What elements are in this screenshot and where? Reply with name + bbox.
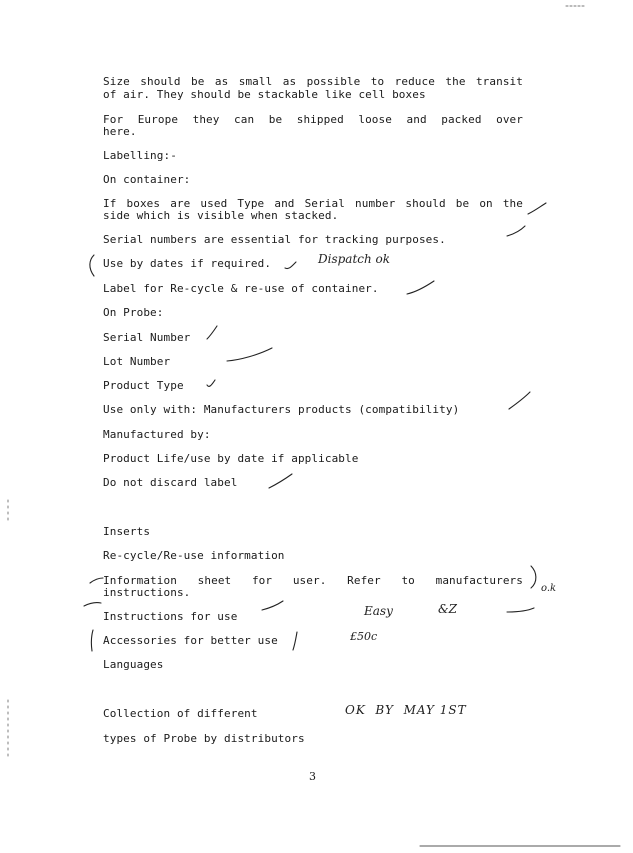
text-info-sheet-line-2: instructions. bbox=[103, 586, 191, 599]
text-recycle-label: Label for Re-cycle & re-use of container. bbox=[103, 282, 379, 295]
text-accessories: Accessories for better use bbox=[103, 634, 278, 647]
check-mark-icon bbox=[262, 601, 283, 610]
handwritten-cost: £50c bbox=[350, 630, 378, 643]
text-product-life: Product Life/use by date if applicable bbox=[103, 452, 359, 465]
check-mark-icon bbox=[90, 578, 103, 583]
handwritten-use-by-note: Dispatch ok bbox=[318, 252, 391, 266]
check-mark-icon bbox=[207, 326, 217, 339]
text-lot-number: Lot Number bbox=[103, 355, 171, 368]
check-mark-icon bbox=[269, 474, 292, 488]
handwritten-easy: Easy bbox=[364, 604, 393, 618]
heading-on-probe: On Probe: bbox=[103, 306, 164, 319]
check-mark-icon bbox=[207, 380, 215, 386]
bracket-icon bbox=[90, 255, 94, 276]
text-use-only-with: Use only with: Manufacturers products (compatibility) bbox=[103, 403, 460, 416]
text-product-type: Product Type bbox=[103, 379, 184, 392]
text-instructions: Instructions for use bbox=[103, 610, 238, 623]
text-europe-line-2: here. bbox=[103, 125, 137, 138]
handwritten-ok-by-may: OK BY MAY 1ST bbox=[345, 703, 467, 717]
heading-inserts: Inserts bbox=[103, 525, 151, 538]
check-mark-icon bbox=[509, 392, 530, 409]
text-do-not-discard: Do not discard label bbox=[103, 476, 238, 489]
check-mark-icon bbox=[227, 348, 272, 361]
handwritten-ok: o.k bbox=[541, 583, 557, 594]
bracket-icon bbox=[293, 632, 297, 650]
page-number: 3 bbox=[309, 770, 316, 783]
check-mark-icon bbox=[285, 262, 296, 269]
text-serial-number: Serial Number bbox=[103, 331, 191, 344]
handwritten-bnz: &Z bbox=[438, 602, 458, 616]
heading-on-container: On container: bbox=[103, 173, 191, 186]
check-mark-icon bbox=[507, 226, 525, 236]
dash-mark-icon bbox=[84, 603, 101, 606]
text-size-line-1: Size should be as small as possible to reduce the transit bbox=[103, 75, 523, 88]
text-manufactured-by: Manufactured by: bbox=[103, 428, 211, 441]
text-use-by-dates: Use by dates if required. bbox=[103, 257, 272, 270]
text-serial-tracking: Serial numbers are essential for tracking purposes. bbox=[103, 233, 446, 246]
text-size-line-2: of air. They should be stackable like cell boxes bbox=[103, 88, 426, 101]
check-mark-icon bbox=[528, 203, 546, 214]
bracket-icon bbox=[91, 630, 93, 651]
bracket-icon bbox=[531, 566, 536, 588]
text-types-of-probe: types of Probe by distributors bbox=[103, 732, 305, 745]
text-languages: Languages bbox=[103, 658, 164, 671]
text-europe-line-1: For Europe they can be shipped loose and packed over bbox=[103, 113, 523, 126]
text-collection: Collection of different bbox=[103, 707, 258, 720]
check-mark-icon bbox=[407, 281, 434, 294]
heading-labelling: Labelling:- bbox=[103, 149, 177, 162]
text-info-sheet-line-1: Information sheet for user. Refer to manufacturers bbox=[103, 574, 523, 587]
dash-mark-icon bbox=[507, 608, 534, 612]
text-recycle-info: Re-cycle/Re-use information bbox=[103, 549, 285, 562]
text-boxes-line-2: side which is visible when stacked. bbox=[103, 209, 339, 222]
text-boxes-line-1: If boxes are used Type and Serial number should be on the bbox=[103, 197, 523, 210]
